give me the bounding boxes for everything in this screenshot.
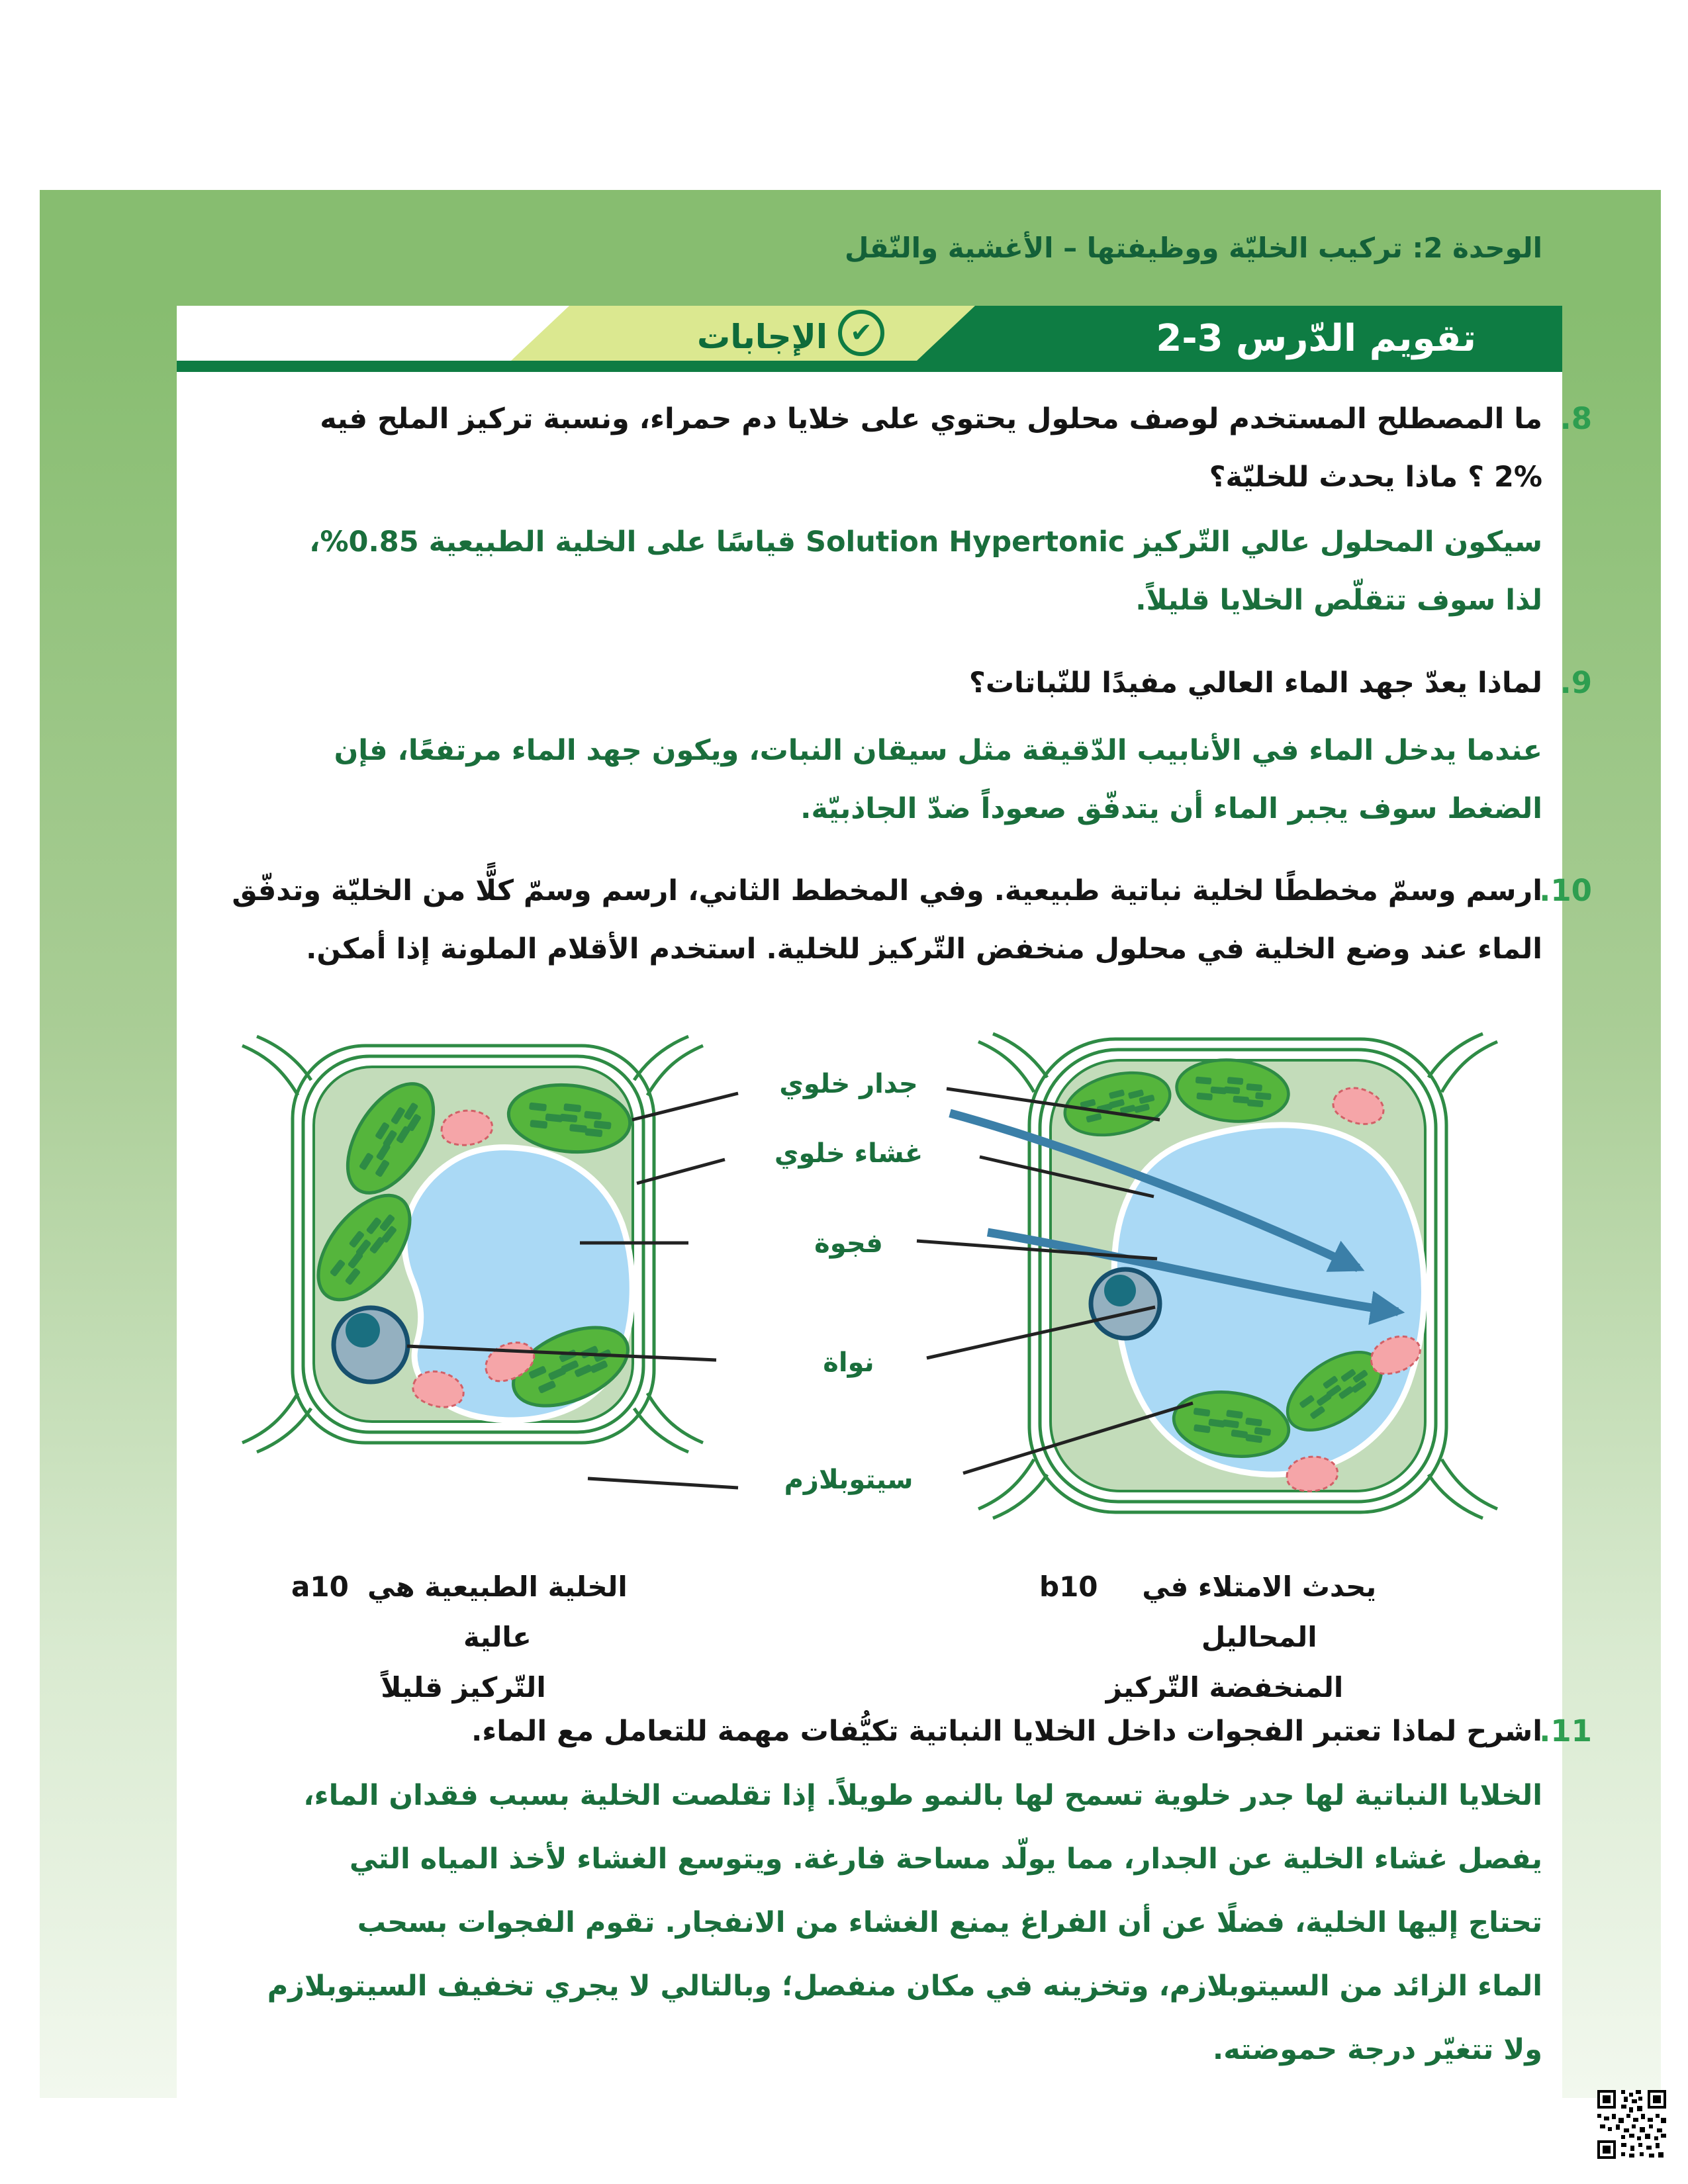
nucleolus: [346, 1313, 380, 1347]
unit-title: الوحدة 2: تركيب الخليّة ووظيفتها – الأغشية والنّقل: [845, 232, 1542, 264]
answer-8-line: سيكون المحلول عالي التّركيز Solution Hypertonic قياسًا على الخلية الطبيعية 0.85%،: [309, 525, 1542, 559]
caption-right: [1039, 1562, 1410, 1713]
question-10-number: 10.: [1539, 873, 1592, 908]
answer-11-line: تحتاج إليها الخلية، فضلًا عن أن الفراغ يمنع الغشاء من الانفجار. تقوم الفجوات بسحب: [357, 1906, 1542, 1939]
caption-left-text: الخلية الطبيعية هي عالية: [367, 1570, 628, 1653]
nucleus: [1091, 1269, 1160, 1338]
question-8-line: ما المصطلح المستخدم لوصف محلول يحتوي على خلايا دم حمراء، ونسبة تركيز الملح فيه: [320, 402, 1542, 435]
caption-left-line1: [291, 1562, 635, 1662]
answer-11-line: الماء الزائد من السيتوبلازم، وتخزينه في مكان منفصل؛ وبالتالي لا يجري تخفيف السيتوبلازم: [267, 1970, 1542, 2003]
right-gradient-band: [1562, 306, 1661, 2098]
check-glyph: ✔: [850, 318, 872, 348]
label-vacuole: فجوة: [814, 1228, 883, 1259]
answer-9-line: الضغط سوف يجبر الماء أن يتدفّق صعوداً ضدّ الجاذبيّة.: [800, 792, 1542, 825]
left-gradient-band: [40, 306, 177, 2098]
check-icon: [838, 310, 884, 356]
qr-code: [1597, 2090, 1666, 2159]
answers-label: الإجابات: [697, 318, 827, 356]
question-9-number: 9.: [1560, 665, 1592, 700]
answer-11-line: ولا تتغيّر درجة حموضته.: [1212, 2033, 1542, 2066]
caption-right-line1: [1039, 1562, 1410, 1662]
caption-right-text: يحدث الامتلاء في المحاليل: [1142, 1570, 1377, 1653]
question-8-line: 2% ؟ ماذا يحدث للخليّة؟: [1209, 461, 1542, 494]
caption-right-tag: b10: [1039, 1570, 1098, 1603]
question-10-line: ارسم وسمّ مخططًا لخلية نباتية طبيعية. وفي المخطط الثاني، ارسم وسمّ كلًّا من الخليّة وتدفّق: [232, 874, 1542, 907]
caption-left: [291, 1562, 635, 1713]
answer-9-line: عندما يدخل الماء في الأنابيب الدّقيقة مثل سيقان النبات، ويكون جهد الماء مرتفعًا، فإن: [334, 734, 1542, 767]
lesson-bar-title: تقويم الدّرس 3-2: [1156, 317, 1476, 360]
label-cytoplasm: سيتوبلازم: [784, 1465, 914, 1495]
right-cell: [950, 1034, 1497, 1518]
label-cell-wall: جدار خلوي: [779, 1069, 918, 1099]
question-11-number: 11.: [1539, 1713, 1592, 1749]
nucleus: [334, 1308, 408, 1382]
nucleolus: [1104, 1275, 1136, 1306]
question-10-line: الماء عند وضع الخلية في محلول منخفض التّركيز للخلية. استخدم الأقلام الملونة إذا أمكن.: [306, 933, 1542, 966]
caption-left-line2: التّركيز قليلاً: [381, 1671, 546, 1704]
label-cell-membrane: غشاء خلوي: [774, 1138, 923, 1169]
question-9-line: لماذا يعدّ جهد الماء العالي مفيدًا للنّباتات؟: [968, 666, 1542, 700]
answer-8-line: لذا سوف تتقلّص الخلايا قليلاً.: [1135, 584, 1542, 617]
answer-11-line: يفصل غشاء الخلية عن الجدار، مما يولّد مساحة فارغة. ويتوسع الغشاء لأخذ المياه التي: [349, 1843, 1542, 1876]
question-11-line: اشرح لماذا تعتبر الفجوات داخل الخلايا النباتية تكيُّفات مهمة للتعامل مع الماء.: [471, 1715, 1542, 1748]
question-8-number: 8.: [1560, 401, 1592, 436]
lesson-bar: [177, 306, 1562, 372]
caption-right-line2: المنخفضة التّركيز: [1105, 1671, 1344, 1704]
label-nucleus: نواة: [823, 1347, 874, 1378]
caption-left-tag: a10: [291, 1570, 349, 1603]
answer-11-line: الخلايا النباتية لها جدر خلوية تسمح لها بالنمو طويلاً. إذا تقلصت الخلية بسبب فقدان الماء،: [303, 1779, 1542, 1812]
